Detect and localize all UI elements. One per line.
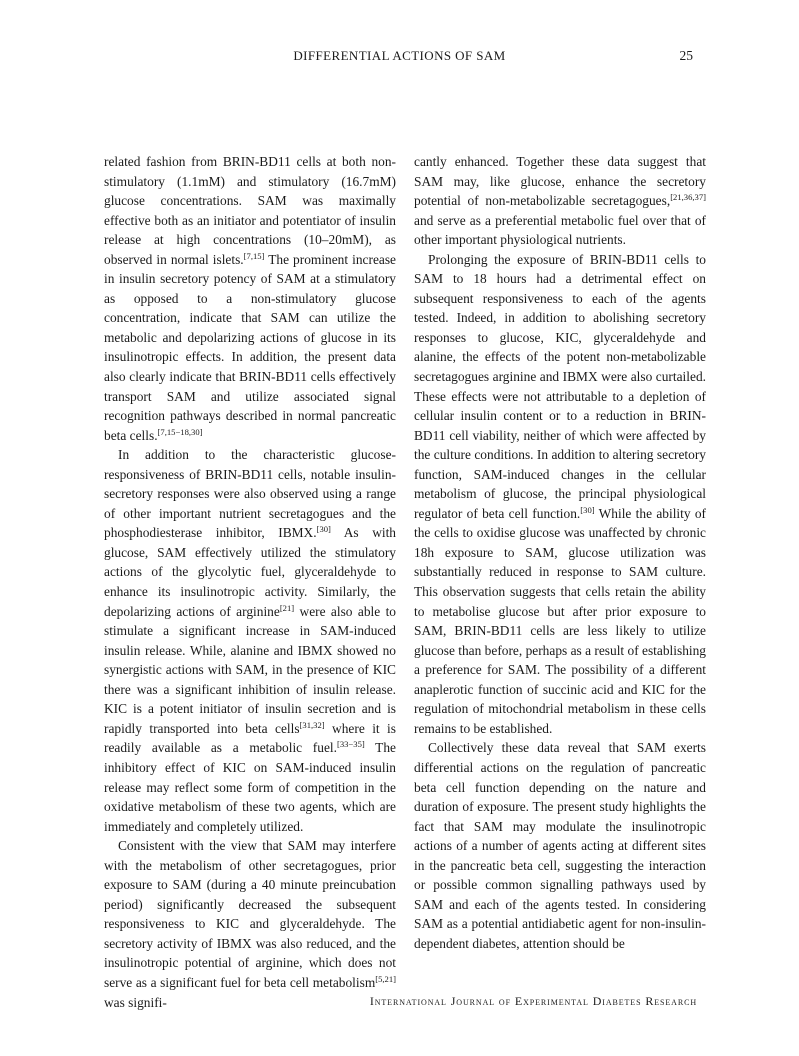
paragraph — [104, 836, 396, 1012]
citation: [21,36,37] — [670, 192, 706, 203]
paragraph — [104, 445, 396, 836]
text-run: Collectively these data reveal that SAM exerts differential actions on the regulation of pancreatic beta cell function depending on the nature and duration of exposure. The present study highlights the fact that SAM may modulate the insulinotropic actions of a number of agents acting at different sites in the pancreatic beta cell, suggesting the interaction or possible common signalling pathways used by SAM and each of the agents tested. In considering SAM as a potential antidiabetic agent for non-insulin-dependent diabetes, attention should be — [414, 740, 706, 951]
citation: [30] — [316, 524, 331, 535]
text-run: While the ability of the cells to oxidise glucose was unaffected by chronic 18h exposure to SAM, glucose utilization was substantially reduced in response to SAM culture. This observation suggests that cells retain the ability to metabolise glucose but after prior exposure to SAM, BRIN-BD11 cells are less likely to utilize glucose than before, perhaps as a result of establishing a preference for SAM. The possibility of a different anaplerotic function of succinic acid and KIC for the regulation of mitochondrial metabolism in these cells remains to be established. — [414, 505, 706, 736]
citation: [21] — [279, 602, 295, 613]
citation: [5,21] — [375, 973, 396, 984]
text-run: The prominent increase in insulin secretory potency of SAM at a stimulatory as opposed to a non-stimulatory glucose concentration, indicate that SAM can utilize the metabolic and depolarizing actions of glucose in its insulinotropic effects. In addition, the present data also clearly indicate that BRIN-BD11 cells effectively transport SAM and utilize associated signal recognition pathways described in normal pancreatic beta cells. — [104, 251, 396, 443]
text-run: In addition to the characteristic glucose-responsiveness of BRIN-BD11 cells, notable insulin-secretory responses were also observed using a range of other important nutrient secretagogues and the phosphodiesterase inhibitor, IBMX. — [104, 447, 396, 541]
page-number: 25 — [679, 48, 693, 63]
paragraph — [414, 738, 706, 953]
citation: [7,15] — [243, 250, 265, 261]
citation: [7,15−18,30] — [157, 426, 203, 437]
text-run: related fashion from BRIN-BD11 cells at both non-stimulatory (1.1mM) and stimulatory (16.7mM) glucose concentrations. SAM was maximally effective both as an initiator and potentiator of insulin release at high concentrations (10–20mM), as observed in normal islets. — [104, 154, 396, 267]
text-run: and serve as a preferential metabolic fuel over that of other important physiological nutrients. — [414, 212, 706, 248]
journal-footer: International Journal of Experimental Diabetes Research — [369, 994, 697, 1008]
header-title: DIFFERENTIAL ACTIONS OF SAM — [293, 48, 506, 63]
citation: [33−35] — [336, 739, 365, 750]
citation: [31,32] — [299, 719, 325, 730]
right-column — [414, 152, 706, 953]
text-run: were also able to stimulate a significant increase in SAM-induced insulin release. While, alanine and IBMX showed no synergistic actions with SAM, in the presence of KIC there was a significant inhibition of insulin release. KIC is a potent initiator of insulin secretion and is rapidly transported into beta cells — [104, 603, 396, 736]
text-run: was signifi- — [104, 994, 167, 1010]
citation: [30] — [580, 504, 595, 515]
text-run: As with glucose, SAM effectively utilized the stimulatory actions of the glycolytic fuel, glyceraldehyde to enhance its insulinotropic activity. Similarly, the depolarizing actions of arginine — [104, 525, 396, 619]
text-run: Consistent with the view that SAM may interfere with the metabolism of other secretagogues, prior exposure to SAM (during a 40 minute preincubation period) significantly decreased the subsequent responsiveness to KIC and glyceraldehyde. The secretory activity of IBMX was also reduced, and the insulinotropic potential of arginine, which does not serve as a significant fuel for beta cell metabolism — [104, 838, 396, 990]
paragraph — [414, 250, 706, 739]
text-run: cantly enhanced. Together these data suggest that SAM may, like glucose, enhance the secretory potential of non-metabolizable secretagogues, — [414, 154, 706, 209]
text-run: Prolonging the exposure of BRIN-BD11 cells to SAM to 18 hours had a detrimental effect on subsequent responsiveness to each of the agents tested. Indeed, in addition to abolishing secretory responses to glucose, KIC, glyceraldehyde and alanine, the effects of the potent non-metabolizable secretagogues arginine and IBMX were also curtailed. These effects were not attributable to a depletion of cellular insulin content or to a reduction in BRIN-BD11 cell viability, neither of which were affected by the culture conditions. In addition to altering secretory function, SAM-induced changes in the cellular metabolism of glucose, the principal physiological regulator of beta cell function. — [414, 251, 706, 521]
paragraph — [104, 152, 396, 445]
paragraph — [414, 152, 706, 250]
text-run: The inhibitory effect of KIC on SAM-induced insulin release may reflect some form of competition in the oxidative metabolism of these two agents, which are immediately and completely utilized. — [104, 740, 396, 834]
text-run: where it is readily available as a metabolic fuel. — [104, 720, 396, 756]
left-column — [104, 152, 396, 1012]
